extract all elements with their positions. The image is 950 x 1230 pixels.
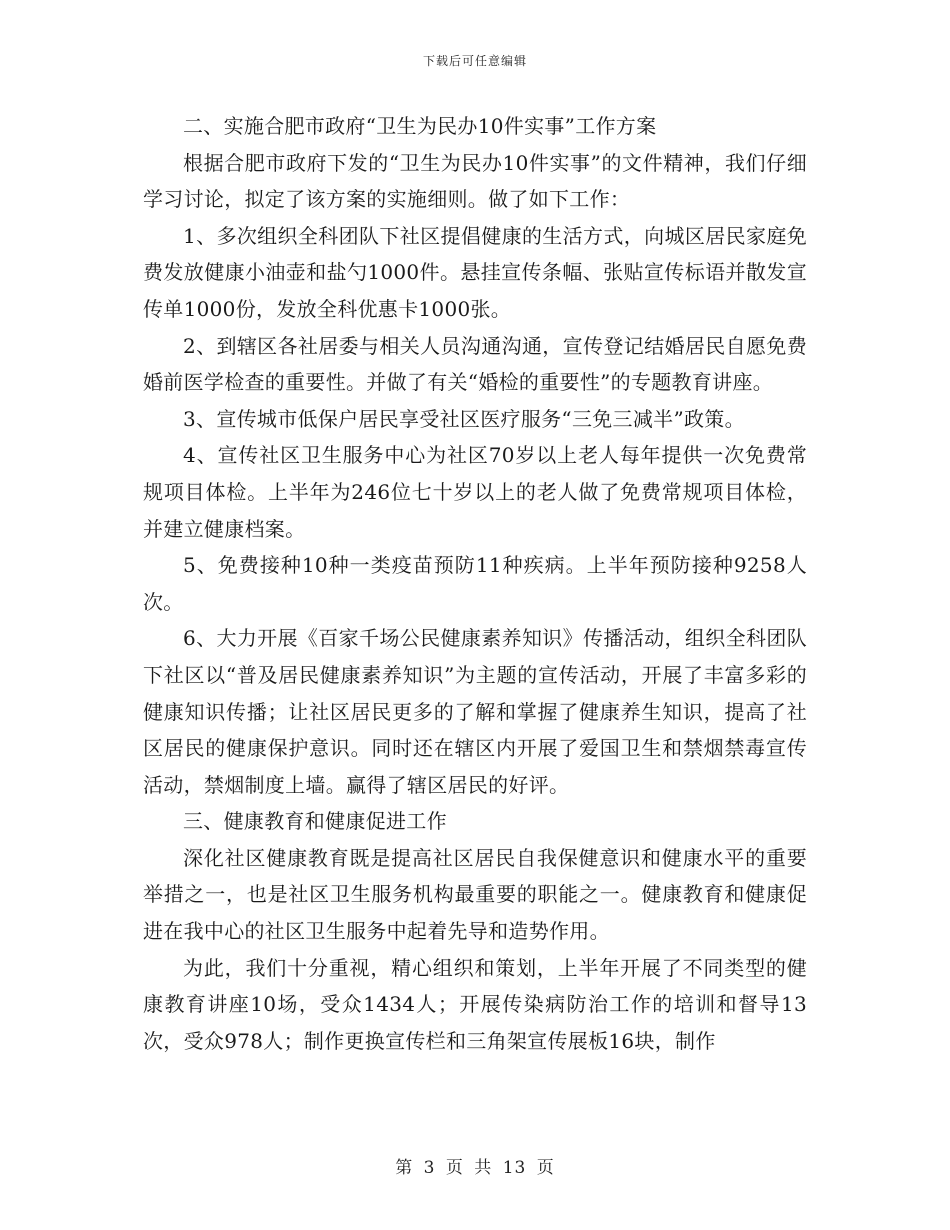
paragraph-intro: 根据合肥市政府下发的“卫生为民办10件实事”的文件精神，我们仔细学习讨论，拟定了该方案的实施细则。做了如下工作：: [143, 150, 807, 212]
document-body: [143, 108, 807, 1059]
paragraph-item-6: 6、大力开展《百家千场公民健康素养知识》传播活动，组织全科团队下社区以“普及居民健康素养知识”为主题的宣传活动，开展了丰富多彩的健康知识传播；让社区居民更多的了解和掌握了健康养生知识，提高了社区居民的健康保护意识。同时还在辖区内开展了爱国卫生和禁烟禁毒宣传活动，禁烟制度上墙。赢得了辖区居民的好评。: [143, 626, 807, 797]
paragraph-activities: 为此，我们十分重视，精心组织和策划，上半年开展了不同类型的健康教育讲座10场，受众1434人；开展传染病防治工作的培训和督导13次，受众978人；制作更换宣传栏和三角架宣传展板16块，制作: [143, 955, 807, 1053]
paragraph-item-1: 1、多次组织全科团队下社区提倡健康的生活方式，向城区居民家庭免费发放健康小油壶和盐勺1000件。悬挂宣传条幅、张贴宣传标语并散发宣传单1000份，发放全科优惠卡1000张。: [143, 223, 807, 321]
paragraph-item-2: 2、到辖区各社居委与相关人员沟通沟通，宣传登记结婚居民自愿免费婚前医学检查的重要性。并做了有关“婚检的重要性”的专题教育讲座。: [143, 333, 807, 395]
paragraph-item-4: 4、宣传社区卫生服务中心为社区70岁以上老人每年提供一次免费常规项目体检。上半年为246位七十岁以上的老人做了免费常规项目体检，并建立健康档案。: [143, 443, 807, 541]
page-number: 第 3 页 共 13 页: [395, 1158, 555, 1178]
paragraph-item-5: 5、免费接种10种一类疫苗预防11种疾病。上半年预防接种9258人次。: [143, 553, 807, 614]
page-header-note: 下载后可任意编辑: [422, 54, 527, 68]
paragraph-item-3: 3、宣传城市低保户居民享受社区医疗服务“三免三减半”政策。: [183, 406, 745, 431]
paragraph-health-education: 深化社区健康教育既是提高社区居民自我保健意识和健康水平的重要举措之一，也是社区卫生服务机构最重要的职能之一。健康教育和健康促进在我中心的社区卫生服务中起着先导和造势作用。: [143, 845, 807, 944]
section-heading-3: 三、健康教育和健康促进工作: [183, 809, 447, 834]
section-heading-2: 二、实施合肥市政府“卫生为民办10件实事”工作方案: [183, 114, 657, 138]
